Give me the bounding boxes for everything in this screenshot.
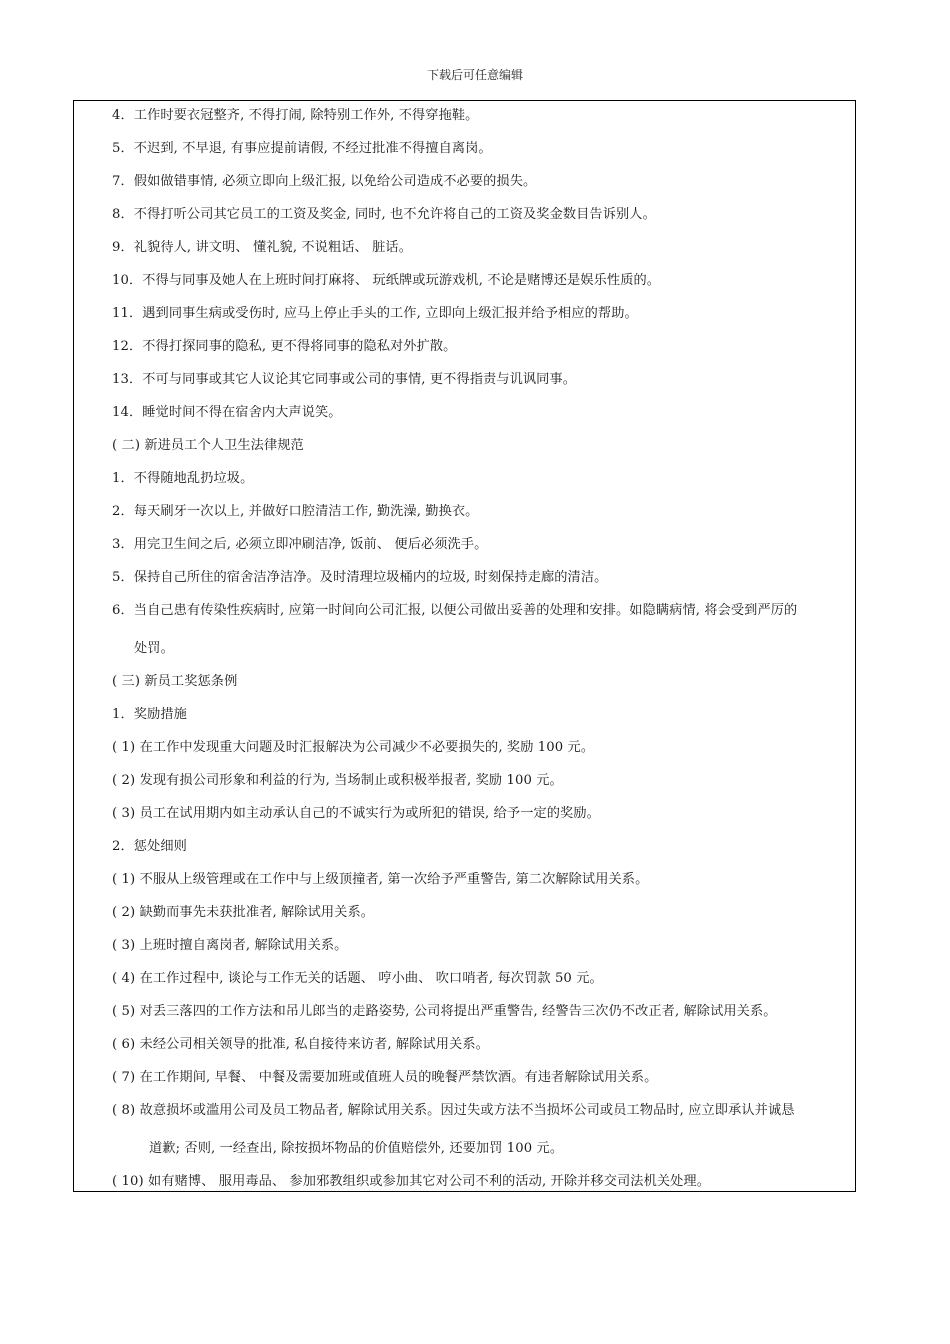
rule-line: ( 8) 故意损坏或滥用公司及员工物品者, 解除试用关系。因过失或方法不当损坏公司或员工物品时, 应立即承认并诚恳 [112, 1103, 795, 1118]
rule-line: 12．不得打探同事的隐私, 更不得将同事的隐私对外扩散。 [112, 339, 457, 354]
rule-line: 9．礼貌待人, 讲文明、 懂礼貌, 不说粗话、 脏话。 [112, 240, 412, 255]
rule-line: ( 1) 不服从上级管理或在工作中与上级顶撞者, 第一次给予严重警告, 第二次解除试用关系。 [112, 872, 649, 887]
rule-line: ( 6) 未经公司相关领导的批准, 私自接待来访者, 解除试用关系。 [112, 1037, 489, 1052]
rule-line: 13．不可与同事或其它人议论其它同事或公司的事情, 更不得指责与讥讽同事。 [112, 372, 577, 387]
rule-line: ( 7) 在工作期间, 早餐、 中餐及需要加班或值班人员的晚餐严禁饮酒。有违者解除试用关系。 [112, 1070, 658, 1085]
section-heading: ( 二) 新进员工个人卫生法律规范 [112, 438, 304, 453]
subsection-heading: 1．奖励措施 [112, 707, 187, 722]
rule-line: ( 3) 上班时擅自离岗者, 解除试用关系。 [112, 938, 348, 953]
rule-line: 2．每天刷牙一次以上, 并做好口腔清洁工作, 勤洗澡, 勤换衣。 [112, 504, 479, 519]
rule-line-continuation: 处罚。 [134, 641, 174, 656]
document-body [74, 101, 855, 1191]
rule-line: 8．不得打听公司其它员工的工资及奖金, 同时, 也不允许将自己的工资及奖金数目告诉别人。 [112, 207, 656, 222]
rule-line: ( 1) 在工作中发现重大问题及时汇报解决为公司减少不必要损失的, 奖励 100 元。 [112, 740, 595, 755]
rule-line: ( 2) 缺勤而事先未获批准者, 解除试用关系。 [112, 905, 375, 920]
rule-line: ( 4) 在工作过程中, 谈论与工作无关的话题、 哼小曲、 吹口哨者, 每次罚款 50 元。 [112, 971, 603, 986]
rule-line-continuation: 道歉; 否则, 一经查出, 除按损坏物品的价值赔偿外, 还要加罚 100 元。 [149, 1141, 564, 1156]
rule-line: 14．睡觉时间不得在宿舍内大声说笑。 [112, 405, 342, 420]
rule-line: 6．当自己患有传染性疾病时, 应第一时间向公司汇报, 以便公司做出妥善的处理和安排。如隐瞒病情, 将会受到严厉的 [112, 603, 798, 618]
rule-line: 11．遇到同事生病或受伤时, 应马上停止手头的工作, 立即向上级汇报并给予相应的帮助。 [112, 306, 638, 321]
rule-line: 10．不得与同事及她人在上班时间打麻将、 玩纸牌或玩游戏机, 不论是赌博还是娱乐性质的。 [112, 273, 661, 288]
page-header: 下载后可任意编辑 [426, 68, 523, 82]
rule-line: 5．保持自己所住的宿舍洁净洁净。及时清理垃圾桶内的垃圾, 时刻保持走廊的清洁。 [112, 570, 608, 585]
subsection-heading: 2．惩处细则 [112, 839, 187, 854]
rule-line: ( 2) 发现有损公司形象和利益的行为, 当场制止或积极举报者, 奖励 100 元。 [112, 773, 563, 788]
rule-line: 5．不迟到, 不早退, 有事应提前请假, 不经过批准不得擅自离岗。 [112, 141, 492, 156]
rule-line: ( 5) 对丢三落四的工作方法和吊儿郎当的走路姿势, 公司将提出严重警告, 经警告三次仍不改正者, 解除试用关系。 [112, 1004, 777, 1019]
rule-line: 7．假如做错事情, 必须立即向上级汇报, 以免给公司造成不必要的损失。 [112, 174, 537, 189]
rule-line: 3．用完卫生间之后, 必须立即冲刷洁净, 饭前、 便后必须洗手。 [112, 537, 488, 552]
rule-line: ( 10) 如有赌博、 服用毒品、 参加邪教组织或参加其它对公司不利的活动, 开除并移交司法机关处理。 [112, 1174, 711, 1189]
rule-line: ( 3) 员工在试用期内如主动承认自己的不诚实行为或所犯的错误, 给予一定的奖励。 [112, 806, 600, 821]
rule-line: 4．工作时要衣冠整齐, 不得打闹, 除特别工作外, 不得穿拖鞋。 [112, 108, 479, 123]
rule-line: 1．不得随地乱扔垃圾。 [112, 471, 254, 486]
section-heading: ( 三) 新员工奖惩条例 [112, 674, 238, 689]
content-frame [73, 100, 856, 1192]
